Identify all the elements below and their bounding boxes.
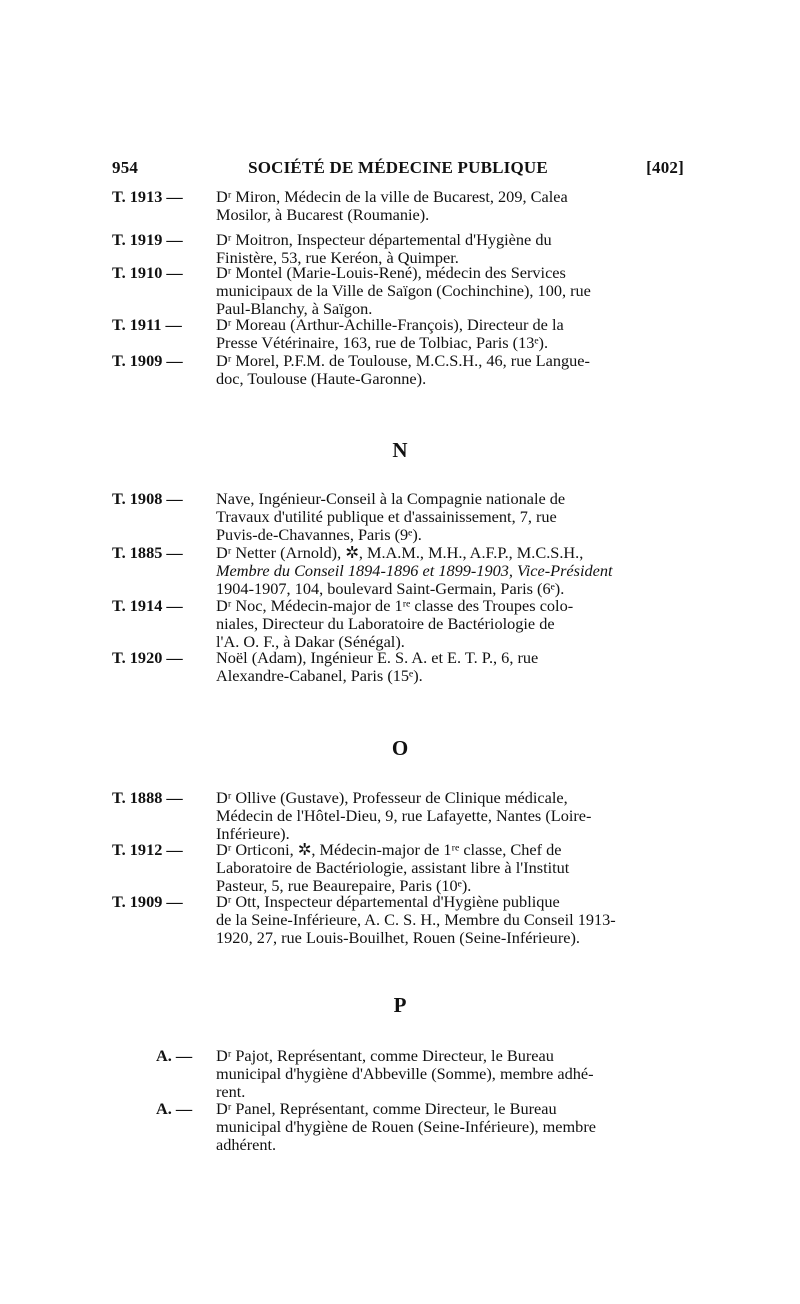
page-number: 954 <box>112 158 139 177</box>
entry-prefix: T. 1913 — <box>112 187 183 206</box>
entry-line: Dʳ Miron, Médecin de la ville de Bucarest, 209, Calea <box>216 187 568 206</box>
entry-line: 1920, 27, rue Louis-Bouilhet, Rouen (Seine-Inférieure). <box>216 928 580 947</box>
entry-line: Dʳ Orticoni, ✲, Médecin-major de 1ʳᵉ classe, Chef de <box>216 840 562 859</box>
entry-line: Dʳ Morel, P.F.M. de Toulouse, M.C.S.H., 46, rue Langue- <box>216 351 590 370</box>
entry-prefix: T. 1920 — <box>112 648 183 667</box>
entry-line: 1904-1907, 104, boulevard Saint-Germain, Paris (6ᵉ). <box>216 579 565 598</box>
entry-line: de la Seine-Inférieure, A. C. S. H., Membre du Conseil 1913- <box>216 910 616 929</box>
member-entry-noel <box>112 649 686 685</box>
member-entry-pajot <box>112 1047 686 1101</box>
entry-prefix: T. 1908 — <box>112 489 183 508</box>
member-entry-nave <box>112 490 686 544</box>
entry-line: Travaux d'utilité publique et d'assainissement, 7, rue <box>216 507 557 526</box>
entry-line: Dʳ Pajot, Représentant, comme Directeur, le Bureau <box>216 1046 554 1065</box>
entry-prefix: T. 1888 — <box>112 788 183 807</box>
entry-prefix: T. 1911 — <box>112 315 182 334</box>
entry-line: Finistère, 53, rue Keréon, à Quimper. <box>216 248 459 267</box>
member-entry-montel <box>112 264 686 318</box>
entry-line: Nave, Ingénieur-Conseil à la Compagnie nationale de <box>216 489 566 508</box>
member-entry-ott <box>112 893 686 947</box>
entry-line: Presse Vétérinaire, 163, rue de Tolbiac, Paris (13ᵉ). <box>216 333 549 352</box>
entry-line: Laboratoire de Bactériologie, assistant libre à l'Institut <box>216 858 570 877</box>
member-entry-noc <box>112 597 686 651</box>
page-reference: [402] <box>646 158 684 177</box>
member-entry-orticoni <box>112 841 686 895</box>
entry-prefix: T. 1910 — <box>112 263 183 282</box>
entry-line: Dʳ Panel, Représentant, comme Directeur, le Bureau <box>216 1099 557 1118</box>
running-head <box>112 158 684 180</box>
entry-line: Dʳ Moitron, Inspecteur départemental d'Hygiène du <box>216 230 552 249</box>
entry-line: Dʳ Noc, Médecin-major de 1ʳᵉ classe des Troupes colo- <box>216 596 574 615</box>
entry-line: Alexandre-Cabanel, Paris (15ᵉ). <box>216 666 423 685</box>
member-entry-morel <box>112 352 686 388</box>
section-letter-n: N <box>392 438 408 462</box>
member-entry-moreau <box>112 316 686 352</box>
entry-line: Inférieure). <box>216 824 290 843</box>
entry-line: Dʳ Moreau (Arthur-Achille-François), Directeur de la <box>216 315 564 334</box>
entry-line: Membre du Conseil 1894-1896 et 1899-1903, Vice-Président <box>216 561 613 580</box>
entry-line: Dʳ Ollive (Gustave), Professeur de Clinique médicale, <box>216 788 568 807</box>
entry-line: municipal d'hygiène de Rouen (Seine-Inférieure), membre <box>216 1117 596 1136</box>
entry-prefix: T. 1909 — <box>112 351 183 370</box>
entry-line: Puvis-de-Chavannes, Paris (9ᵉ). <box>216 525 422 544</box>
entry-line: doc, Toulouse (Haute-Garonne). <box>216 369 427 388</box>
entry-prefix: T. 1919 — <box>112 230 183 249</box>
entry-prefix: T. 1909 — <box>112 892 183 911</box>
entry-line: adhérent. <box>216 1135 277 1154</box>
entry-line: Mosilor, à Bucarest (Roumanie). <box>216 205 430 224</box>
entry-prefix: A. — <box>156 1046 193 1065</box>
entry-line: municipal d'hygiène d'Abbeville (Somme), membre adhé- <box>216 1064 594 1083</box>
entry-prefix: T. 1912 — <box>112 840 183 859</box>
member-entry-ollive <box>112 789 686 843</box>
member-entry-netter <box>112 544 686 598</box>
member-entry-panel <box>112 1100 686 1154</box>
entry-line: municipaux de la Ville de Saïgon (Cochinchine), 100, rue <box>216 281 591 300</box>
entry-prefix: T. 1885 — <box>112 543 183 562</box>
entry-line: Dʳ Montel (Marie-Louis-René), médecin des Services <box>216 263 566 282</box>
entry-prefix: A. — <box>156 1099 193 1118</box>
entry-line: l'A. O. F., à Dakar (Sénégal). <box>216 632 405 651</box>
member-entry-moitron <box>112 231 686 267</box>
running-title: SOCIÉTÉ DE MÉDECINE PUBLIQUE <box>248 158 548 177</box>
member-entry-miron <box>112 188 686 224</box>
entry-line: Pasteur, 5, rue Beaurepaire, Paris (10ᵉ). <box>216 876 472 895</box>
entry-line: Dʳ Ott, Inspecteur départemental d'Hygiène publique <box>216 892 560 911</box>
section-letter-p: P <box>393 993 407 1017</box>
entry-line: Médecin de l'Hôtel-Dieu, 9, rue Lafayette, Nantes (Loire- <box>216 806 592 825</box>
entry-line: rent. <box>216 1082 246 1101</box>
entry-line: Noël (Adam), Ingénieur E. S. A. et E. T. P., 6, rue <box>216 648 539 667</box>
entry-prefix: T. 1914 — <box>112 596 183 615</box>
section-letter-o: O <box>391 736 409 760</box>
entry-line: Paul-Blanchy, à Saïgon. <box>216 299 373 318</box>
entry-line: Dʳ Netter (Arnold), ✲, M.A.M., M.H., A.F.P., M.C.S.H., <box>216 543 584 562</box>
entry-line: niales, Directeur du Laboratoire de Bactériologie de <box>216 614 555 633</box>
